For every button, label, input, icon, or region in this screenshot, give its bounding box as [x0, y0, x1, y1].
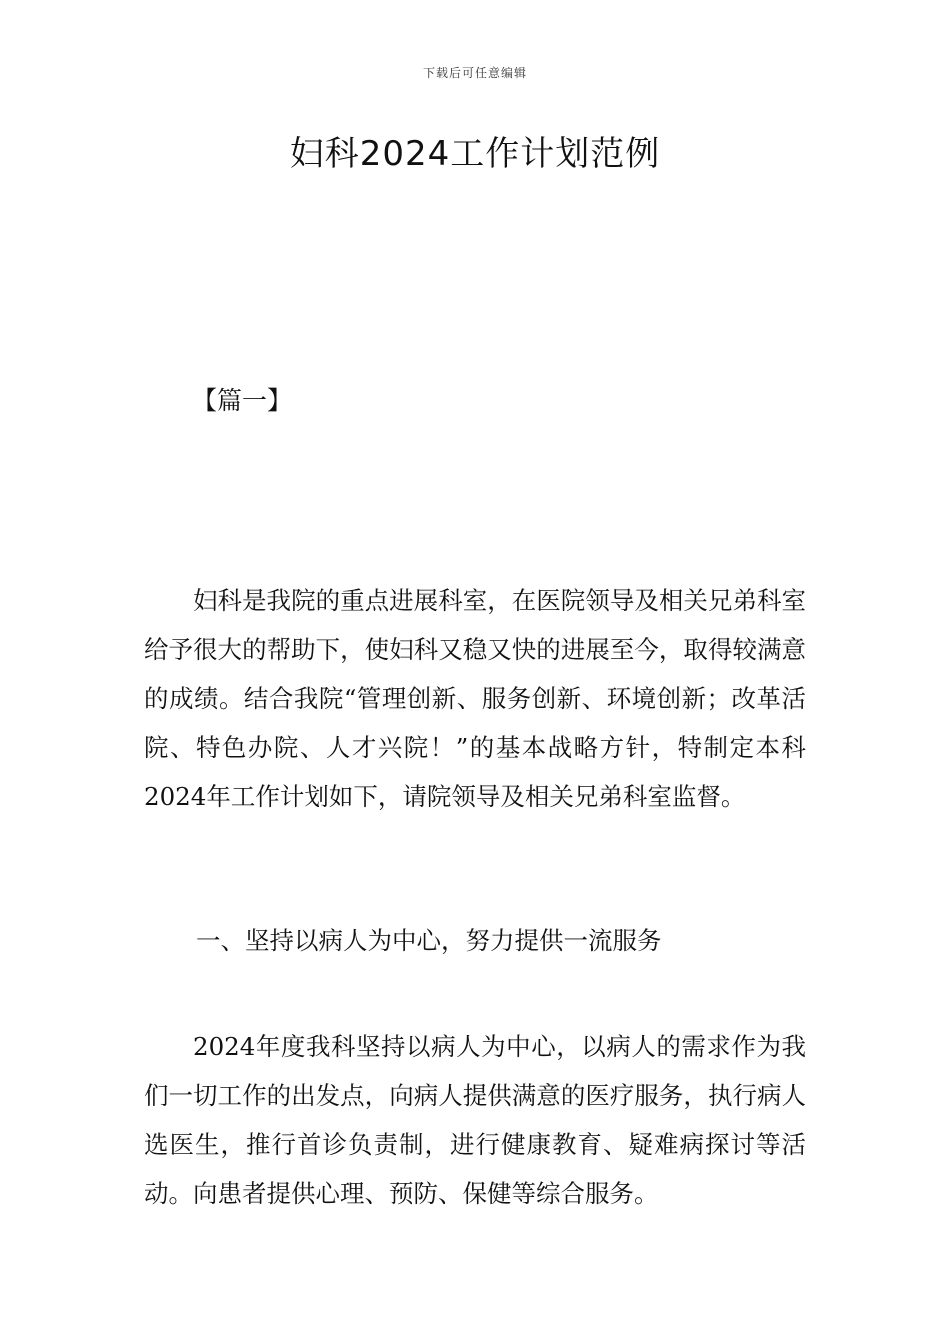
- section-heading: 一、坚持以病人为中心，努力提供一流服务: [196, 926, 662, 955]
- section-label: 【篇一】: [192, 386, 293, 415]
- document-title: 妇科2024工作计划范例: [289, 134, 661, 174]
- body-paragraph: 2024年度我科坚持以病人为中心，以病人的需求作为我们一切工作的出发点，向病人提供满意的医疗服务，执行病人选医生，推行首诊负责制，进行健康教育、疑难病探讨等活动。向患者提供心理、预防、保健等综合服务。: [144, 1032, 806, 1208]
- body-paragraph: 妇科是我院的重点进展科室，在医院领导及相关兄弟科室给予很大的帮助下，使妇科又稳又快的进展至今，取得较满意的成绩。结合我院“管理创新、服务创新、环境创新；改革活院、特色办院、人才兴院！”的基本战略方针，特制定本科2024年工作计划如下，请院领导及相关兄弟科室监督。: [144, 586, 806, 811]
- header-note: 下载后可任意编辑: [422, 66, 527, 80]
